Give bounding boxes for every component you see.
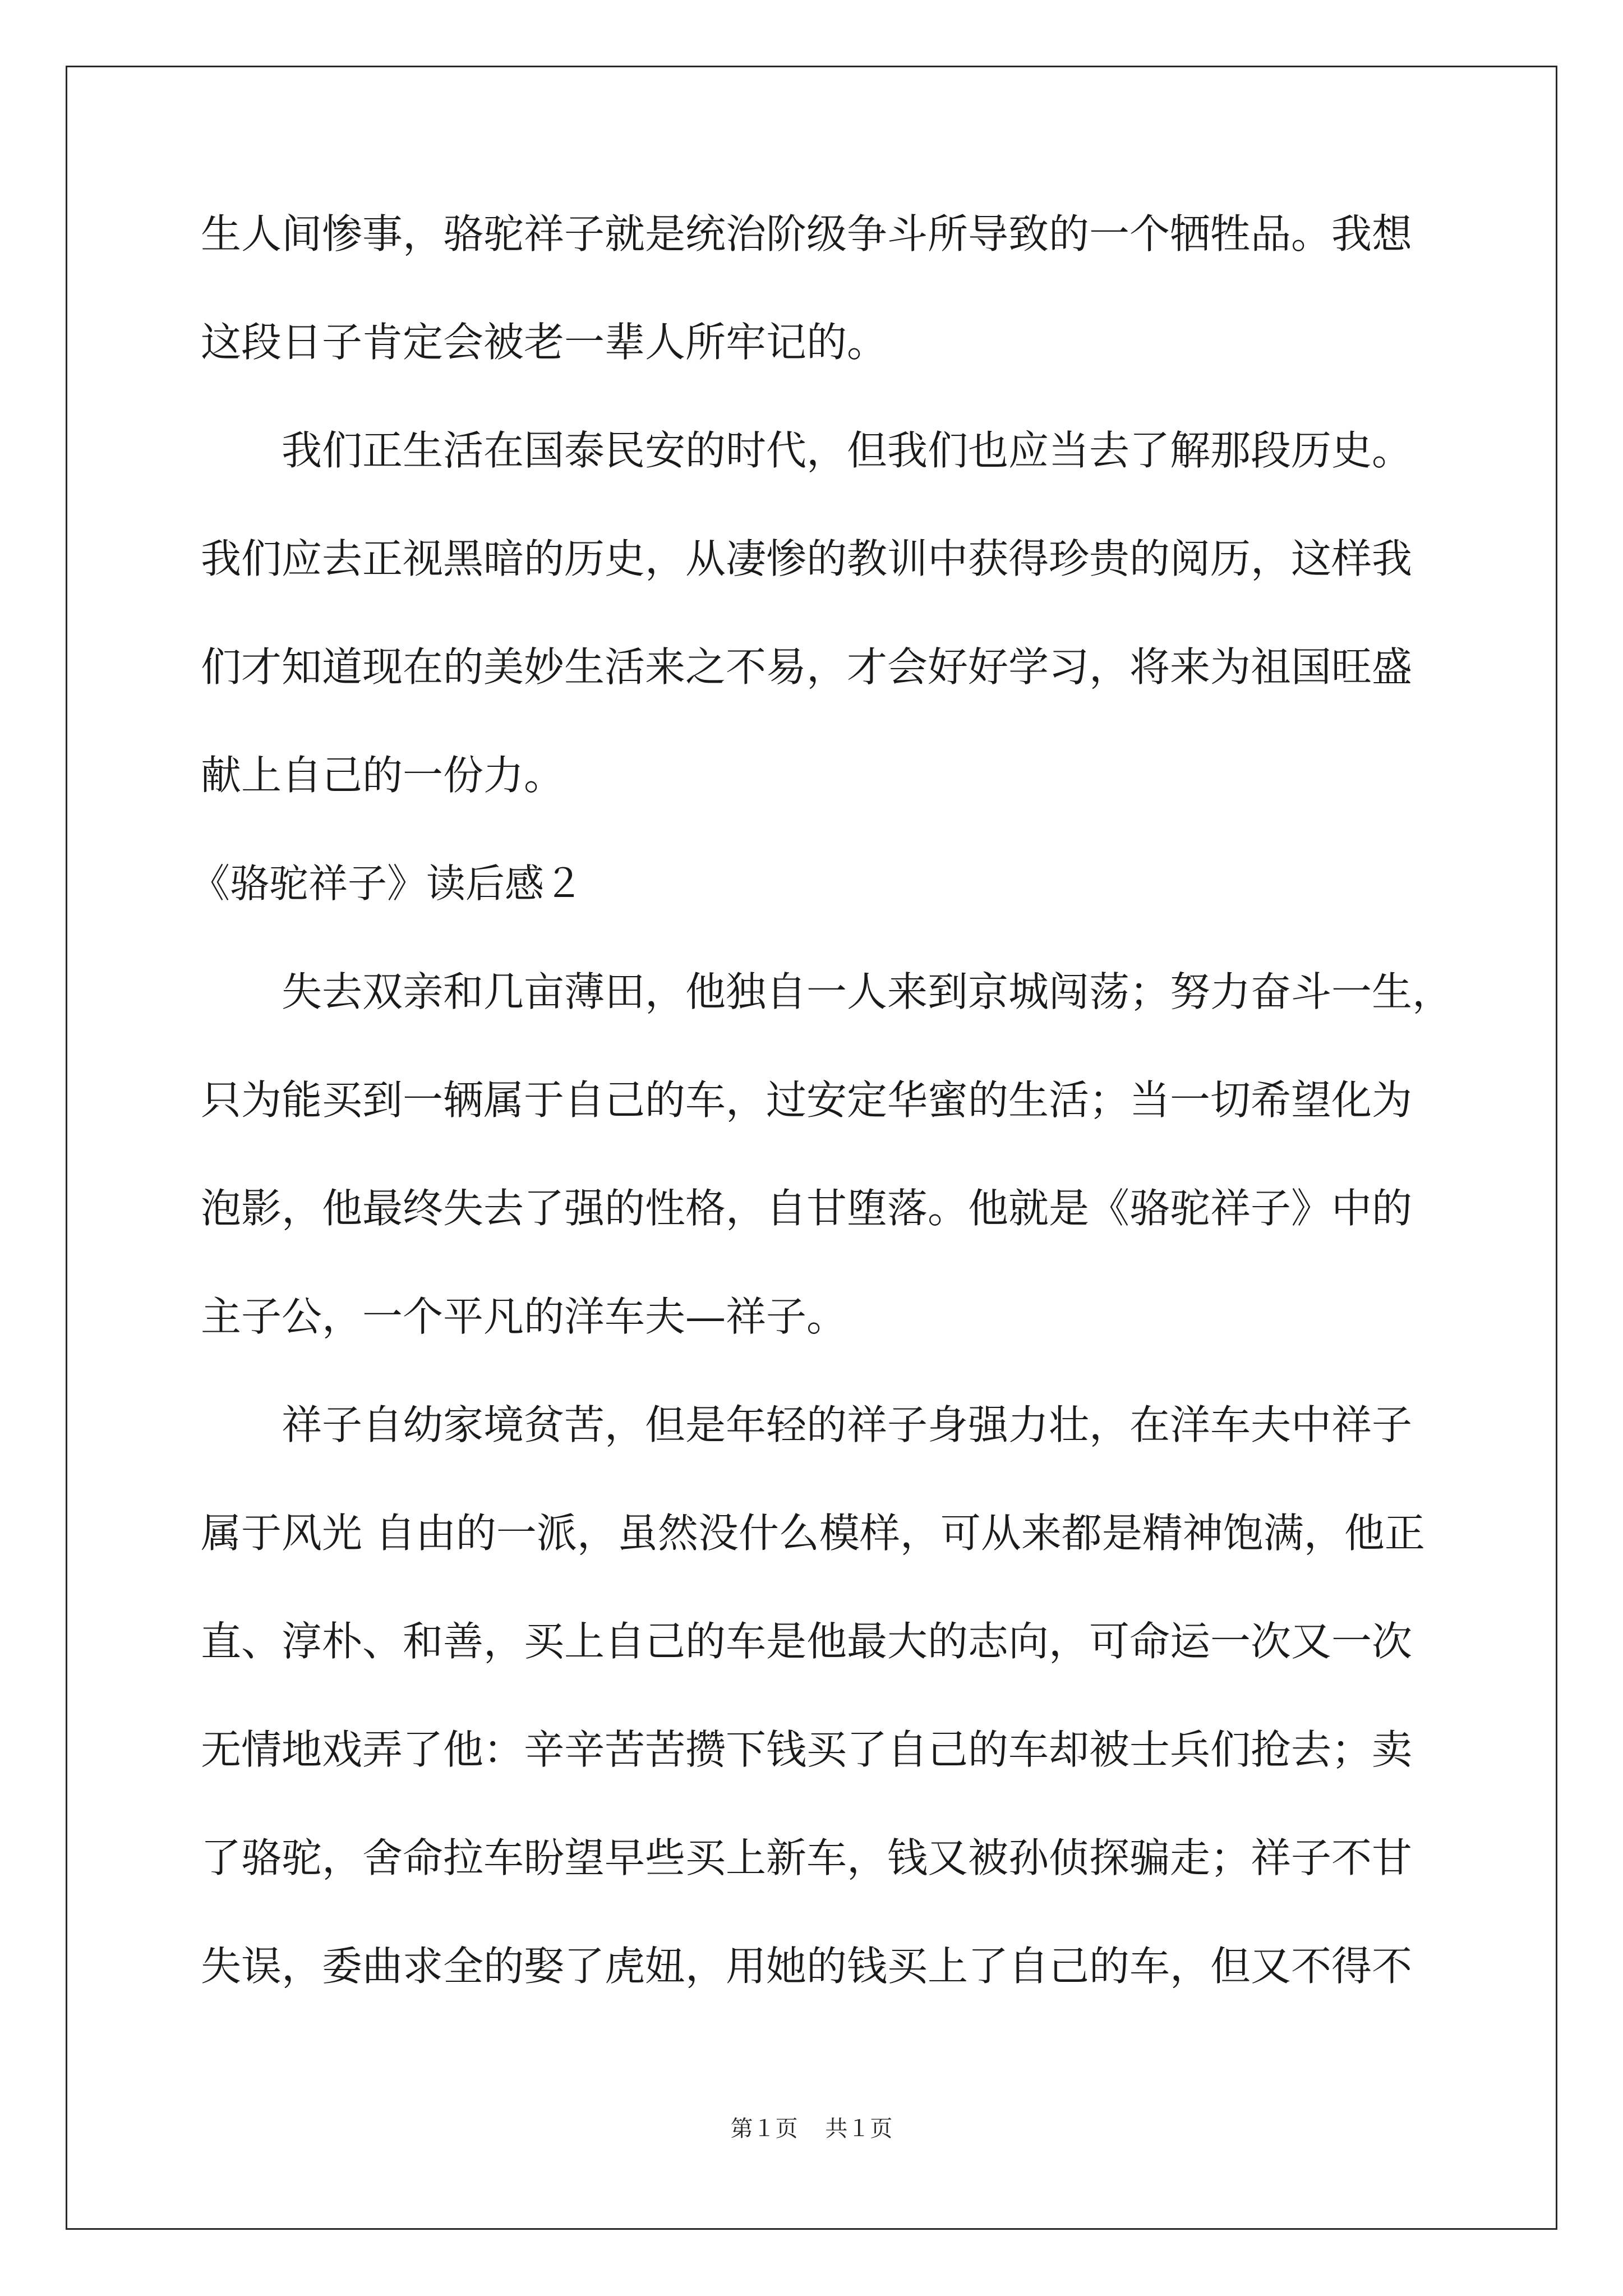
text-line: 失去双亲和几亩薄田，他独自一人来到京城闯荡；努力奋斗一生， bbox=[282, 968, 1453, 1015]
page-footer bbox=[0, 2115, 1623, 2143]
page-number: 第１页 bbox=[730, 2116, 798, 2142]
text-line: 主子公，一个平凡的洋车夫—祥子。 bbox=[201, 1293, 847, 1340]
text-line: 了骆驼，舍命拉车盼望早些买上新车，钱又被孙侦探骗走；祥子不甘 bbox=[201, 1834, 1413, 1881]
text-line: 直、淳朴、和善，买上自己的车是他最大的志向，可命运一次又一次 bbox=[201, 1618, 1413, 1665]
text-line: 无情地戏弄了他：辛辛苦苦攒下钱买了自己的车却被士兵们抢去；卖 bbox=[201, 1726, 1413, 1773]
text-line: 我们正生活在国泰民安的时代，但我们也应当去了解那段历史。 bbox=[282, 427, 1413, 474]
page-border bbox=[66, 66, 1557, 2230]
text-line: 属于风光 自由的一派，虽然没什么模样，可从来都是精神饱满，他正 bbox=[201, 1510, 1425, 1557]
text-line: 这段日子肯定会被老一辈人所牢记的。 bbox=[201, 319, 888, 366]
text-line: 我们应去正视黑暗的历史，从凄惨的教训中获得珍贵的阅历，这样我 bbox=[201, 535, 1413, 582]
page-total: 共１页 bbox=[825, 2116, 893, 2142]
text-line: 只为能买到一辆属于自己的车，过安定华蜜的生活；当一切希望化为 bbox=[201, 1076, 1413, 1124]
text-line: 失误，委曲求全的娶了虎妞，用她的钱买上了自己的车，但又不得不 bbox=[201, 1943, 1413, 1990]
section-heading: 《骆驼祥子》读后感２ bbox=[191, 861, 583, 907]
text-line: 祥子自幼家境贫苦，但是年轻的祥子身强力壮，在洋车夫中祥子 bbox=[282, 1401, 1413, 1448]
text-line: 献上自己的一份力。 bbox=[201, 752, 565, 799]
text-line: 生人间惨事，骆驼祥子就是统治阶级争斗所导致的一个牺牲品。我想 bbox=[201, 210, 1413, 257]
text-line: 们才知道现在的美妙生活来之不易，才会好好学习，将来为祖国旺盛 bbox=[201, 643, 1413, 691]
text-line: 泡影，他最终失去了强的性格，自甘堕落。他就是《骆驼祥子》中的 bbox=[201, 1185, 1413, 1232]
